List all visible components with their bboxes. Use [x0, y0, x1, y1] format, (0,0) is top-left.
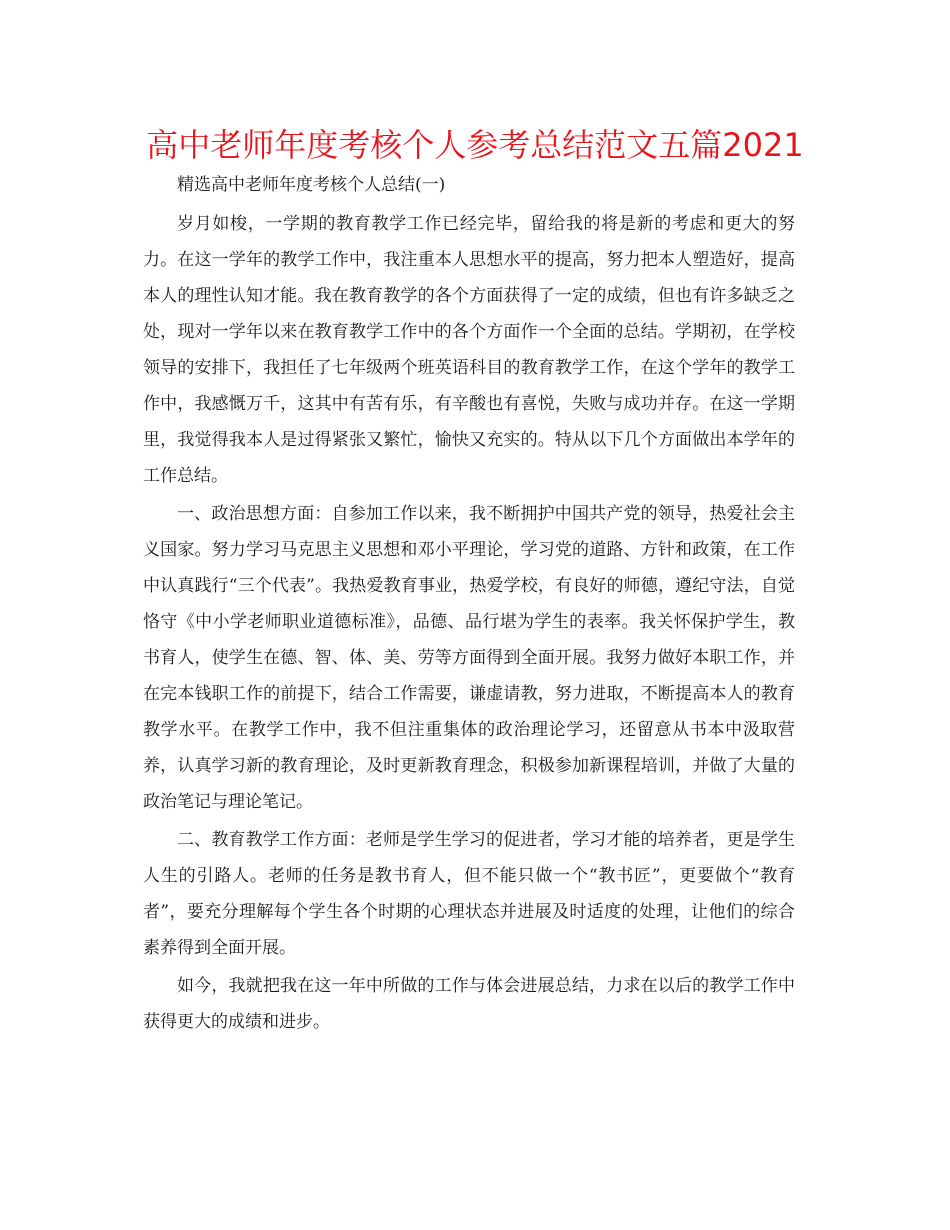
- section-subtitle: 精选高中老师年度考核个人总结(一): [177, 175, 446, 195]
- paragraph-political: 一、政治思想方面：自参加工作以来，我不断拥护中国共产党的领导，热爱社会主义国家。努力学习马克思主义思想和邓小平理论，学习党的道路、方针和政策，在工作中认真践行“三个代表”。我热爱教育事业，热爱学校，有良好的师德，遵纪守法，自觉恪守《中小学老师职业道德标准》，品德、品行堪为学生的表率。我关怀保护学生，教书育人，使学生在德、智、体、美、劳等方面得到全面开展。我努力做好本职工作，并在完本钱职工作的前提下，结合工作需要，谦虚请教，努力进取，不断提高本人的教育教学水平。在教学工作中，我不但注重集体的政治理论学习，还留意从书本中汲取营养，认真学习新的教育理论，及时更新教育理念，积极参加新课程培训，并做了大量的政治笔记与理论笔记。: [143, 504, 795, 812]
- paragraph-teaching: 二、教育教学工作方面：老师是学生学习的促进者，学习才能的培养者，更是学生人生的引路人。老师的任务是教书育人，但不能只做一个“教书匠”，更要做个“教育者”，要充分理解每个学生各个时期的心理状态并进展及时适度的处理，让他们的综合素养得到全面开展。: [143, 830, 795, 958]
- paragraph-conclusion: 如今，我就把我在这一年中所做的工作与体会进展总结，力求在以后的教学工作中获得更大的成绩和进步。: [143, 976, 795, 1032]
- paragraph-intro: 岁月如梭，一学期的教育教学工作已经完毕，留给我的将是新的考虑和更大的努力。在这一学年的教学工作中，我注重本人思想水平的提高，努力把本人塑造好，提高本人的理性认知才能。我在教育教学的各个方面获得了一定的成绩，但也有许多缺乏之处，现对一学年以来在教育教学工作中的各个方面作一个全面的总结。学期初，在学校领导的安排下，我担任了七年级两个班英语科目的教育教学工作，在这个学年的教学工作中，我感慨万千，这其中有苦有乐，有辛酸也有喜悦，失败与成功并存。在这一学期里，我觉得我本人是过得紧张又繁忙，愉快又充实的。特从以下几个方面做出本学年的工作总结。: [143, 214, 795, 486]
- document-body: [143, 166, 795, 1040]
- document-title: 高中老师年度考核个人参考总结范文五篇2021: [146, 126, 804, 164]
